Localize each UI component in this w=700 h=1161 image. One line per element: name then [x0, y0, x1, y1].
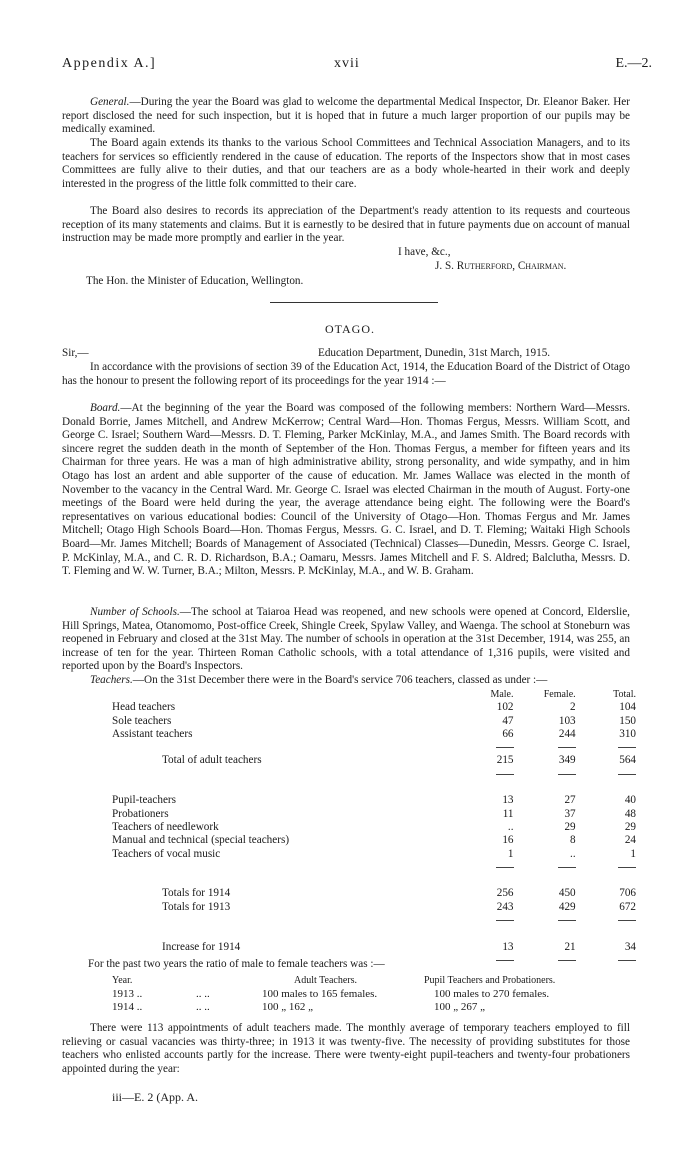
schools-lead: Number of Schools. — [90, 606, 180, 618]
appreciation-paragraph: The Board also desires to records its appreciation of the Department's ready attention to its requests and courteous reception of its many statements and claims. But it is earnestly to be desired that in future payments due on account of manual instruction may be made more promptly and earlier in the year. — [62, 205, 630, 245]
rule-row — [62, 861, 642, 874]
section-divider — [270, 302, 438, 303]
salutation: Sir,— — [62, 347, 89, 359]
page-footer: iii—E. 2 (App. A. — [112, 1090, 198, 1104]
ratio-header: Year. Adult Teachers. Pupil Teachers and Probationers. — [112, 975, 556, 986]
ratio-row: 1913 .. .. .. 100 males to 165 females. 100 males to 270 females. — [112, 987, 550, 1000]
rule-row — [62, 768, 642, 781]
table-row: Assistant teachers 66 244 310 — [112, 727, 636, 740]
column-female: Female. — [543, 689, 576, 701]
ratio-row: 1914 .. .. .. 100 „ 162 „ 100 „ 267 „ — [112, 1001, 486, 1014]
board-paragraph — [62, 402, 630, 579]
table-row: Sole teachers 47 103 150 — [112, 714, 636, 727]
intro-paragraph: In accordance with the provisions of section 39 of the Education Act, 1914, the Education Board of the District of Otago has the honour to present the following report of its proceedings for the year 1914 :— — [62, 361, 630, 387]
ratio-table — [112, 974, 632, 1015]
signature: J. S. Rutherford, Chairman. — [435, 260, 567, 272]
closing-line: I have, &c., — [398, 246, 451, 258]
table-row-total: Total of adult teachers 215 349 564 — [162, 754, 636, 767]
rule-row — [62, 914, 642, 927]
table-row: Manual and technical (special teachers) 16 8 24 — [112, 834, 636, 847]
teachers-paragraph — [62, 674, 630, 688]
document-code: E.—2. — [615, 56, 652, 71]
table-row-total: Totals for 1914 256 450 706 — [162, 887, 636, 900]
ratio-intro: For the past two years the ratio of male to female teachers was :— — [88, 958, 385, 970]
table-row-total: Totals for 1913 243 429 672 — [162, 900, 636, 913]
addressee: The Hon. the Minister of Education, Wellington. — [86, 275, 304, 287]
table-row-increase: Increase for 1914 13 21 34 — [162, 940, 636, 953]
teachers-table — [62, 688, 642, 967]
table-row: Teachers of vocal music 1 .. 1 — [112, 847, 636, 860]
column-total: Total. — [613, 689, 636, 701]
general-lead: General. — [90, 96, 130, 108]
dateline: Education Department, Dunedin, 31st March, 1915. — [318, 347, 551, 359]
section-title: OTAGO. — [324, 322, 376, 336]
general-paragraph — [62, 96, 630, 137]
table-row: Probationers 11 37 48 — [112, 807, 636, 820]
appointments-paragraph: There were 113 appointments of adult teachers made. The monthly average of temporary teachers employed to fill relieving or casual vacancies was thirty-three; in 1913 it was twenty-five. The necessity of providing substitutes for those teachers who enlisted accounts partly for the increase. There were twenty-eight pupil-teachers and twenty-four probationers appointed during the year: — [62, 1022, 630, 1075]
rule-row — [62, 741, 642, 754]
page-header — [62, 56, 652, 76]
schools-text: —The school at Taiaroa Head was reopened, and new schools were opened at Concord, Elderslie, Hill Springs, Matea, Otanomomo, Post-office Creek, Shingle Creek, Spylaw Valley, and Waenga. The school at Stoneburn was reopened in February and closed at the 31st May. The number of schools in operation at the 31st December, 1914, was 255, an increase of ten for the year. Thirteen Roman Catholic schools, with a total attendance of 1,316 pupils, were visited and reported upon by the Board's Inspectors. — [62, 606, 630, 673]
table-row: Head teachers 102 2 104 — [112, 701, 636, 714]
teachers-text: —On the 31st December there were in the Board's service 706 teachers, classed as under :— — [132, 674, 548, 686]
table-row: Pupil-teachers 13 27 40 — [112, 794, 636, 807]
table-header-row — [62, 688, 642, 701]
column-male: Male. — [490, 689, 514, 701]
board-lead: Board. — [90, 402, 121, 414]
page-number: xvii — [334, 56, 360, 71]
thanks-paragraph: The Board again extends its thanks to the various School Committees and Technical Association Managers, and to its teachers for services so efficiently rendered in the cause of education. The reports of the Inspectors show that in most cases Committees are fully alive to their duties, and that our teachers are as a body whole-hearted in their work and deeply interested in the progress of the little folk committed to their care. — [62, 137, 630, 190]
teachers-lead: Teachers. — [90, 674, 133, 686]
board-text: —At the beginning of the year the Board was composed of the following members: Northern Ward—Messrs. Donald Borrie, James Mitchell, and Andrew McKerrow; Central Ward—Hon. Thomas Fergus, Messrs. William Scott, and George C. Israel; Southern Ward—Messrs. D. T. Fleming, Parker McKinlay, M.A., and James Smith. The Board records with sincere regret the sudden death in the month of September of the Hon. Thomas Fergus, a member for fifteen years and its Chairman for three years. He was a man of high administrative ability, strong personality, and wide sympathy, and in him Otago has lost an ardent and able supporter of the cause of education. Mr. James Wallace was elected in the month of November to the vacancy in the Central Ward. Mr. George C. Israel was elected Chairman in the mouth of August. Forty-one meetings of the Board were held during the year, the average attendance being eight. The following were the Board's representatives on various educational bodies: Council of the University of Otago—Hon. Thomas Fergus and Mr. James Mitchell; Otago High Schools Board—Hon. Thomas Fergus, Messrs. G. C. Israel, and D. T. Fleming; Waitaki High Schools Board—Mr. James Mitchell; Boards of Management of Associated (Technical) Classes—Dunedin, Messrs. George C. Israel, P. McKinlay, M.A., and C. R. D. Richardson, B.A.; Oamaru, Messrs. James Mitchell and F. S. Aldred; Balclutha, Messrs. D. T. Fleming and W. W. Turner, B.A.; Milton, Messrs. P. McKinlay, M.A., and W. B. Graham. — [62, 402, 630, 578]
general-text: —During the year the Board was glad to welcome the departmental Medical Inspector, Dr. Eleanor Baker. Her report disclosed the need for such inspection, but it is hoped that in future a much larger proportion of our pupils may be medically examined. — [62, 96, 630, 136]
appendix-label: Appendix A.] — [62, 56, 157, 71]
table-row: Teachers of needlework .. 29 29 — [112, 820, 636, 833]
schools-paragraph — [62, 606, 630, 674]
